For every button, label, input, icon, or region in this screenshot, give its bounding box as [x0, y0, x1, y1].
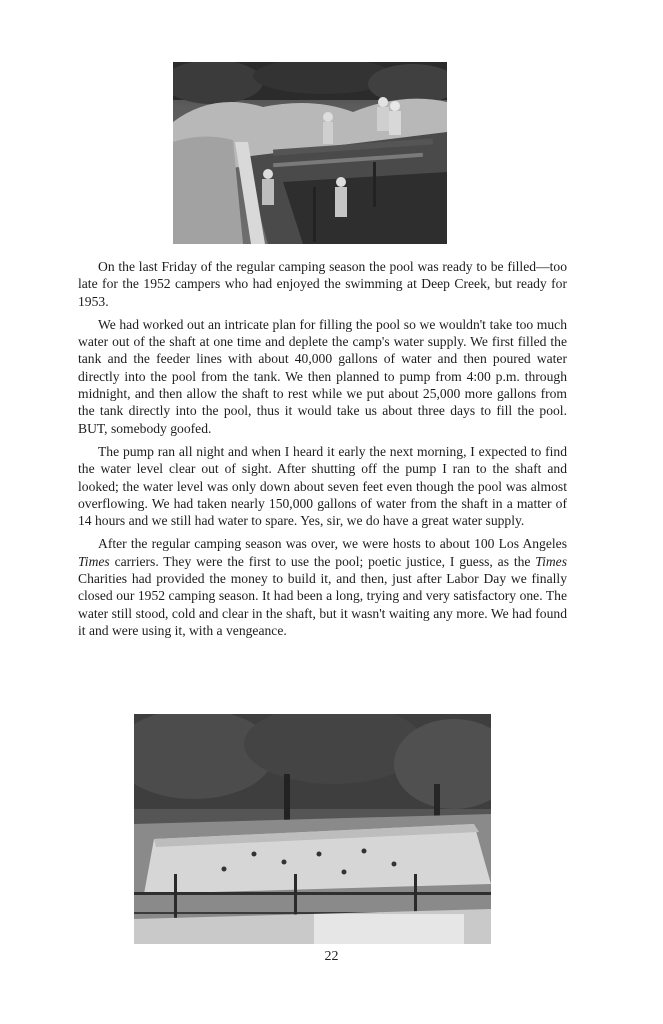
photo-pool-construction	[173, 62, 447, 244]
photo-finished-pool	[134, 714, 491, 944]
text-run: carriers. They were the first to use the pool; poetic justice, I guess, as the	[109, 553, 536, 569]
text-run: On the last Friday of the regular camping season the pool was ready to be filled—too late for the 1952 campers who had enjoyed the swimming at Deep Creek, but ready for 1953.	[78, 259, 567, 309]
page-number: 22	[324, 949, 339, 964]
photo-pool-construction-image	[173, 62, 447, 244]
paragraph	[78, 316, 567, 437]
paragraph	[78, 258, 567, 310]
text-run: The pump ran all night and when I heard it early the next morning, I expected to find the water level clear out of sight. After shutting off the pump I ran to the shaft and looked; the water level was only down about seven feet even though the pool was almost overflowing. We had taken nearly 150,000 gallons of water from the shaft in a matter of 14 hours and we still had water to spare. Yes, sir, we do have a great water supply.	[78, 443, 567, 529]
text-run: Charities had provided the money to build it, and then, just after Labor Day we finally closed our 1952 camping season. It had been a long, trying and very satisfactory one. The water still stood, cold and clear in the shaft, but it wasn't waiting any more. We had found it and were using it, with a vengeance.	[78, 571, 567, 638]
photo-finished-pool-image	[134, 714, 491, 944]
paragraph	[78, 535, 567, 639]
italic-text: Times	[535, 553, 567, 569]
text-run: We had worked out an intricate plan for filling the pool so we wouldn't take too much water out of the shaft at one time and deplete the camp's water supply. We first filled the tank and the feeder lines with about 40,000 gallons of water and then poured water directly into the pool from the tank. We then planned to pump from 4:00 p.m. through midnight, and then allow the shaft to rest while we put about 25,000 more gallons from the tank directly into the pool, thus it would take us about three days to fill the pool. BUT, somebody goofed.	[78, 316, 567, 436]
body-text	[78, 258, 567, 645]
text-run: After the regular camping season was over, we were hosts to about 100 Los Angeles	[98, 536, 567, 552]
paragraph	[78, 443, 567, 529]
italic-text: Times	[78, 553, 110, 569]
